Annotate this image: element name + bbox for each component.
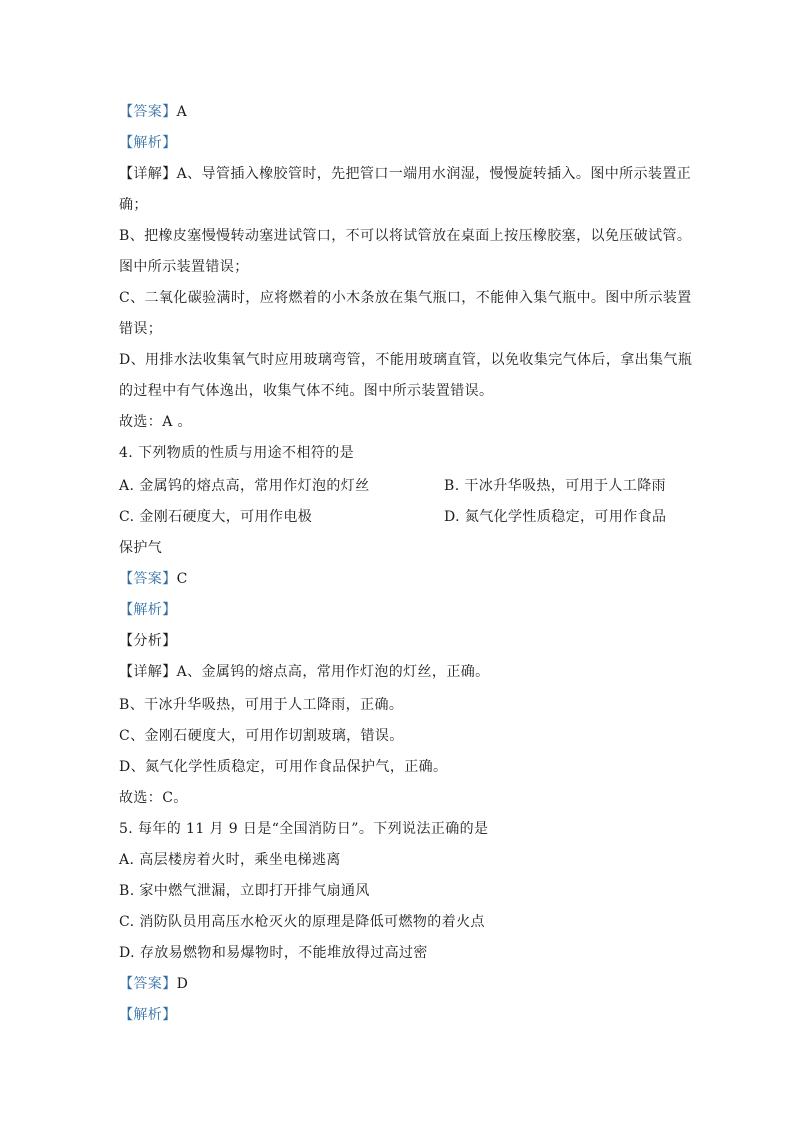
q5-analysis-heading: [119, 1007, 177, 1023]
q3-answer-line: [119, 104, 187, 120]
q3-text-line: 图中所示装置错误；: [119, 259, 249, 275]
q5-option-a: A. 高层楼房着火时，乘坐电梯逃离: [119, 852, 341, 868]
answer-tag: 【答案】: [119, 104, 177, 120]
q4-conclusion: 故选：C。: [119, 790, 188, 806]
analysis-tag: 【解析】: [119, 135, 177, 151]
q4-option-c: C. 金刚石硬度大，可用作电极: [119, 509, 313, 525]
q4-fenxi-heading: 【分析】: [119, 633, 177, 649]
q3-detail-text: A、导管插入橡胶管时，先把管口一端用水润湿，慢慢旋转插入。图中所示装置正: [176, 166, 692, 182]
analysis-tag: 【解析】: [119, 602, 177, 618]
q4-text-line: B、干冰升华吸热，可用于人工降雨，正确。: [119, 697, 404, 713]
q4-text-line: C、金刚石硬度大，可用作切割玻璃，错误。: [119, 728, 404, 744]
answer-tag: 【答案】: [119, 976, 177, 992]
q3-text-line: 确；: [119, 197, 148, 213]
q3-text-line: D、用排水法收集氧气时应用玻璃弯管，不能用玻璃直管，以免收集完气体后，拿出集气瓶: [119, 352, 693, 368]
answer-tag: 【答案】: [119, 571, 177, 587]
q4-stem: 4. 下列物质的性质与用途不相符的是: [119, 445, 355, 461]
detail-tag: 【详解】: [119, 166, 177, 182]
q5-answer-line: [119, 976, 188, 992]
q3-text-line: C、二氧化碳验满时，应将燃着的小木条放在集气瓶口，不能伸入集气瓶中。图中所示装置: [119, 290, 692, 306]
q4-option-a: A. 金属钨的熔点高，常用作灯泡的灯丝: [119, 478, 370, 494]
q3-text-line: B、把橡皮塞慢慢转动塞进试管口，不可以将试管放在桌面上按压橡胶塞，以免压破试管。: [119, 228, 692, 244]
analysis-tag: 【解析】: [119, 1007, 177, 1023]
q5-option-d: D. 存放易燃物和易爆物时，不能堆放得过高过密: [119, 945, 428, 961]
q4-answer-line: [119, 571, 188, 587]
q3-conclusion: 故选：A 。: [119, 414, 192, 430]
detail-tag: 【详解】: [119, 664, 177, 680]
q3-analysis-heading: [119, 135, 177, 151]
q4-option-d-cont: 保护气: [119, 540, 163, 556]
q4-detail-text: A、金属钨的熔点高，常用作灯泡的灯丝，正确。: [176, 664, 490, 680]
q3-detail-line: [119, 166, 691, 182]
q3-text-line: 的过程中有气体逸出，收集气体不纯。图中所示装置错误。: [119, 383, 494, 399]
q3-text-line: 错误；: [119, 321, 163, 337]
q4-text-line: D、氮气化学性质稳定，可用作食品保护气，正确。: [119, 759, 448, 775]
q5-option-b: B. 家中燃气泄漏，立即打开排气扇通风: [119, 883, 370, 899]
q3-answer: A: [176, 104, 188, 120]
q4-option-b: B. 干冰升华吸热，可用于人工降雨: [444, 478, 666, 494]
q4-analysis-heading: [119, 602, 177, 618]
q5-answer: D: [176, 976, 189, 992]
q5-option-c: C. 消防队员用高压水枪灭火的原理是降低可燃物的着火点: [119, 914, 485, 930]
q4-option-d: D. 氮气化学性质稳定，可用作食品: [444, 509, 667, 525]
q4-detail-line: [119, 664, 490, 680]
q5-stem: 5. 每年的 11 月 9 日是“全国消防日”。下列说法正确的是: [119, 821, 489, 837]
q4-answer: C: [176, 571, 188, 587]
